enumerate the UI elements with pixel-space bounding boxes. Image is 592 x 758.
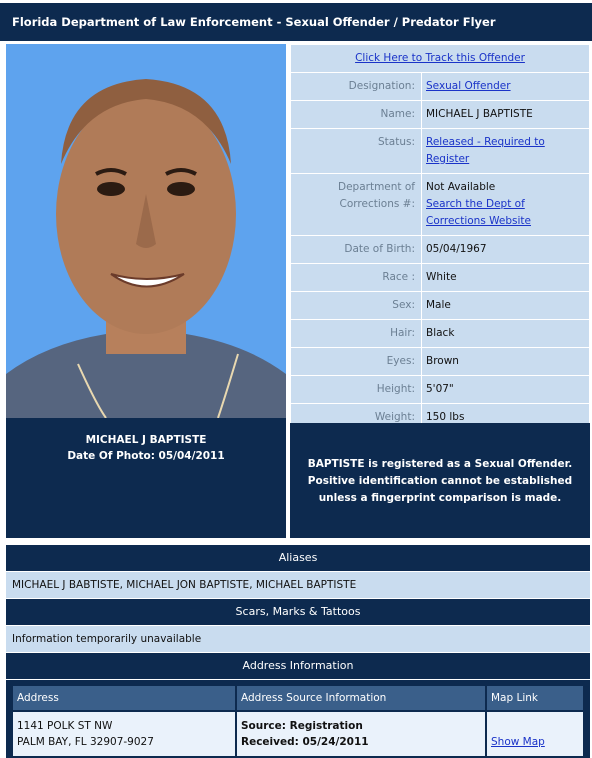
designation-link[interactable]: Sexual Offender bbox=[426, 80, 511, 92]
eyes-value: Brown bbox=[422, 348, 590, 376]
weight-label: Weight: bbox=[291, 404, 422, 432]
sex-label: Sex: bbox=[291, 292, 422, 320]
height-label: Height: bbox=[291, 376, 422, 404]
name-value: MICHAEL J BAPTISTE bbox=[422, 101, 590, 129]
address-received: Received: 05/24/2011 bbox=[241, 736, 369, 748]
race-value: White bbox=[422, 264, 590, 292]
doc-search-link[interactable]: Search the Dept of Corrections Website bbox=[426, 198, 531, 227]
address-source: Source: Registration bbox=[241, 720, 363, 732]
address-table-wrap bbox=[6, 680, 590, 758]
photo-date: Date Of Photo: 05/04/2011 bbox=[67, 450, 225, 462]
aliases-heading: Aliases bbox=[6, 545, 590, 571]
track-offender-link[interactable]: Click Here to Track this Offender bbox=[355, 52, 525, 64]
race-label: Race : bbox=[291, 264, 422, 292]
address-line1: 1141 POLK ST NW bbox=[17, 720, 113, 732]
weight-value: 150 lbs bbox=[422, 404, 590, 432]
name-label: Name: bbox=[291, 101, 422, 129]
offender-photo bbox=[6, 44, 286, 418]
address-col-header: Address bbox=[12, 685, 236, 711]
dob-label: Date of Birth: bbox=[291, 236, 422, 264]
status-label: Status: bbox=[291, 129, 422, 174]
hair-value: Black bbox=[422, 320, 590, 348]
eyes-label: Eyes: bbox=[291, 348, 422, 376]
photo-caption bbox=[6, 418, 286, 538]
hair-label: Hair: bbox=[291, 320, 422, 348]
dob-value: 05/04/1967 bbox=[422, 236, 590, 264]
identification-notice: BAPTISTE is registered as a Sexual Offender. Positive identification cannot be established unless a fingerprint comparison is made. bbox=[290, 423, 590, 538]
portrait-image bbox=[6, 44, 286, 418]
scars-value: Information temporarily unavailable bbox=[6, 626, 590, 652]
status-link[interactable]: Released - Required to Register bbox=[426, 136, 545, 165]
additional-info bbox=[6, 545, 590, 758]
photo-name: MICHAEL J BAPTISTE bbox=[85, 434, 207, 446]
offender-details-table bbox=[290, 44, 590, 432]
table-row bbox=[12, 711, 584, 757]
address-table bbox=[11, 684, 585, 758]
aliases-value: MICHAEL J BABTISTE, MICHAEL JON BAPTISTE, MICHAEL BAPTISTE bbox=[6, 572, 590, 598]
height-value: 5'07" bbox=[422, 376, 590, 404]
show-map-link[interactable]: Show Map bbox=[491, 736, 545, 748]
source-col-header: Address Source Information bbox=[236, 685, 486, 711]
sex-value: Male bbox=[422, 292, 590, 320]
address-heading: Address Information bbox=[6, 653, 590, 679]
map-col-header: Map Link bbox=[486, 685, 584, 711]
doc-label: Department of Corrections #: bbox=[291, 174, 422, 236]
page-header: Florida Department of Law Enforcement - Sexual Offender / Predator Flyer bbox=[0, 3, 592, 41]
scars-heading: Scars, Marks & Tattoos bbox=[6, 599, 590, 625]
address-line2: PALM BAY, FL 32907-9027 bbox=[17, 736, 154, 748]
designation-label: Designation: bbox=[291, 73, 422, 101]
doc-value: Not Available bbox=[426, 181, 496, 193]
